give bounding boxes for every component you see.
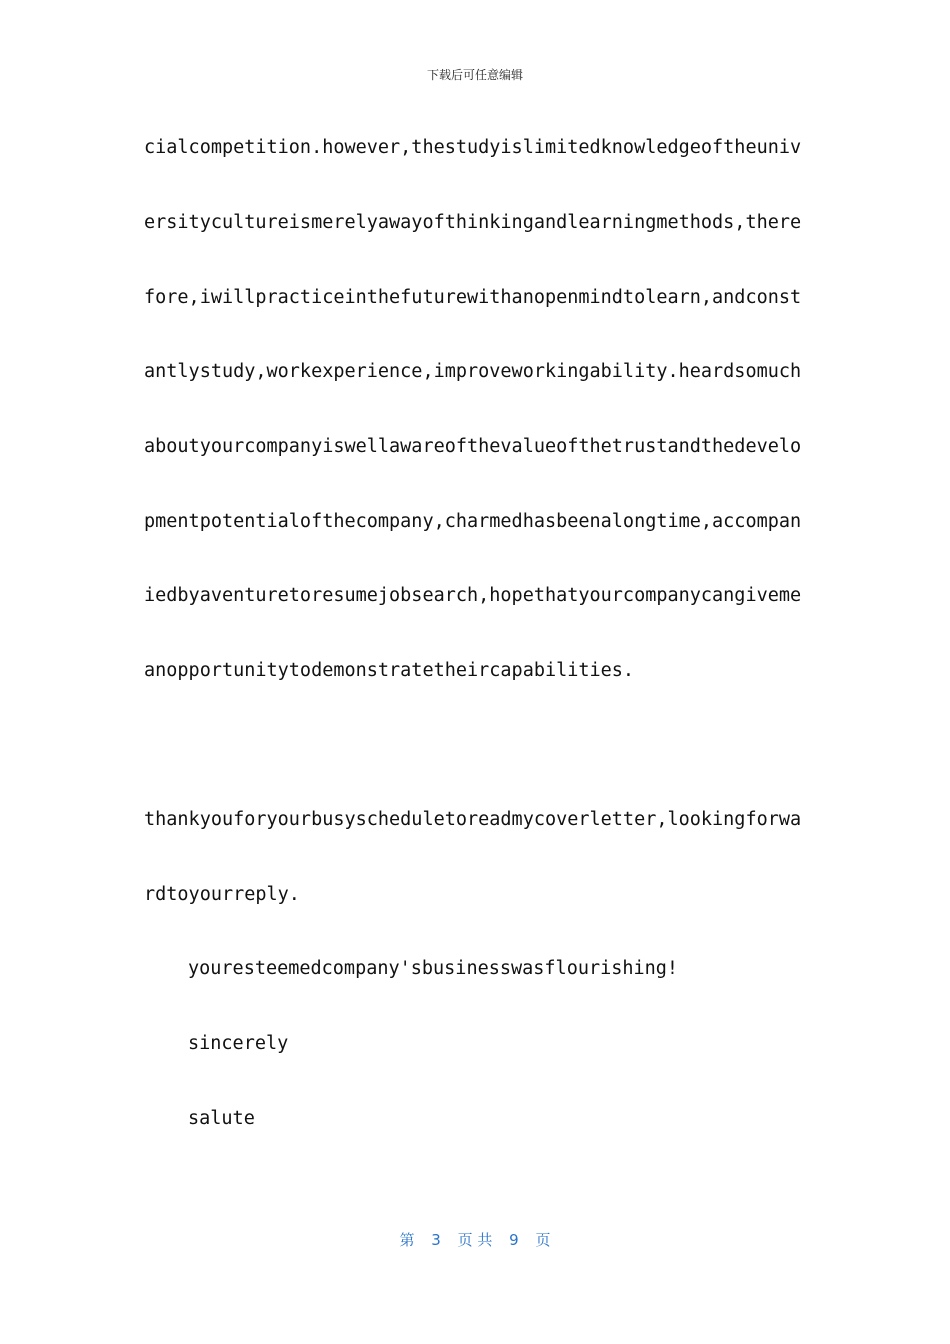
closing-sincerely: sincerely bbox=[188, 1033, 289, 1054]
paragraph-line: iedbyaventuretoresumejobsearch,hopethatyourcompanycangiveme bbox=[144, 585, 802, 606]
paragraph-line: thankyouforyourbusyscheduletoreadmycoverletter,lookingforwa bbox=[144, 809, 802, 830]
paragraph-line: rdtoyourreply. bbox=[144, 884, 300, 905]
footer-middle: 页 共 bbox=[457, 1231, 493, 1249]
footer-suffix: 页 bbox=[535, 1231, 551, 1249]
paragraph-line: anopportunitytodemonstratetheircapabilities. bbox=[144, 660, 635, 681]
paragraph-line: aboutyourcompanyiswellawareofthevalueofthetrustandthedevelo bbox=[144, 436, 802, 457]
footer-current-page: 3 bbox=[431, 1231, 441, 1249]
paragraph-line: antlystudy,workexperience,improveworkingability.heardsomuch bbox=[144, 361, 802, 382]
paragraph-line: cialcompetition.however,thestudyislimitedknowledgeoftheuniv bbox=[144, 137, 802, 158]
footer-total-pages: 9 bbox=[509, 1231, 519, 1249]
page-footer bbox=[0, 1229, 950, 1250]
paragraph-line: ersitycultureismerelyawayofthinkingandlearningmethods,there bbox=[144, 212, 802, 233]
paragraph-line: fore,iwillpracticeinthefuturewithanopenmindtolearn,andconst bbox=[144, 287, 802, 308]
paragraph-line: pmentpotentialofthecompany,charmedhasbeenalongtime,accompan bbox=[144, 511, 802, 532]
page-header: 下载后可任意编辑 bbox=[426, 68, 523, 82]
closing-line: youresteemedcompany'sbusinesswasflourishing! bbox=[188, 958, 679, 979]
footer-prefix: 第 bbox=[399, 1231, 415, 1249]
closing-salute: salute bbox=[188, 1108, 255, 1129]
